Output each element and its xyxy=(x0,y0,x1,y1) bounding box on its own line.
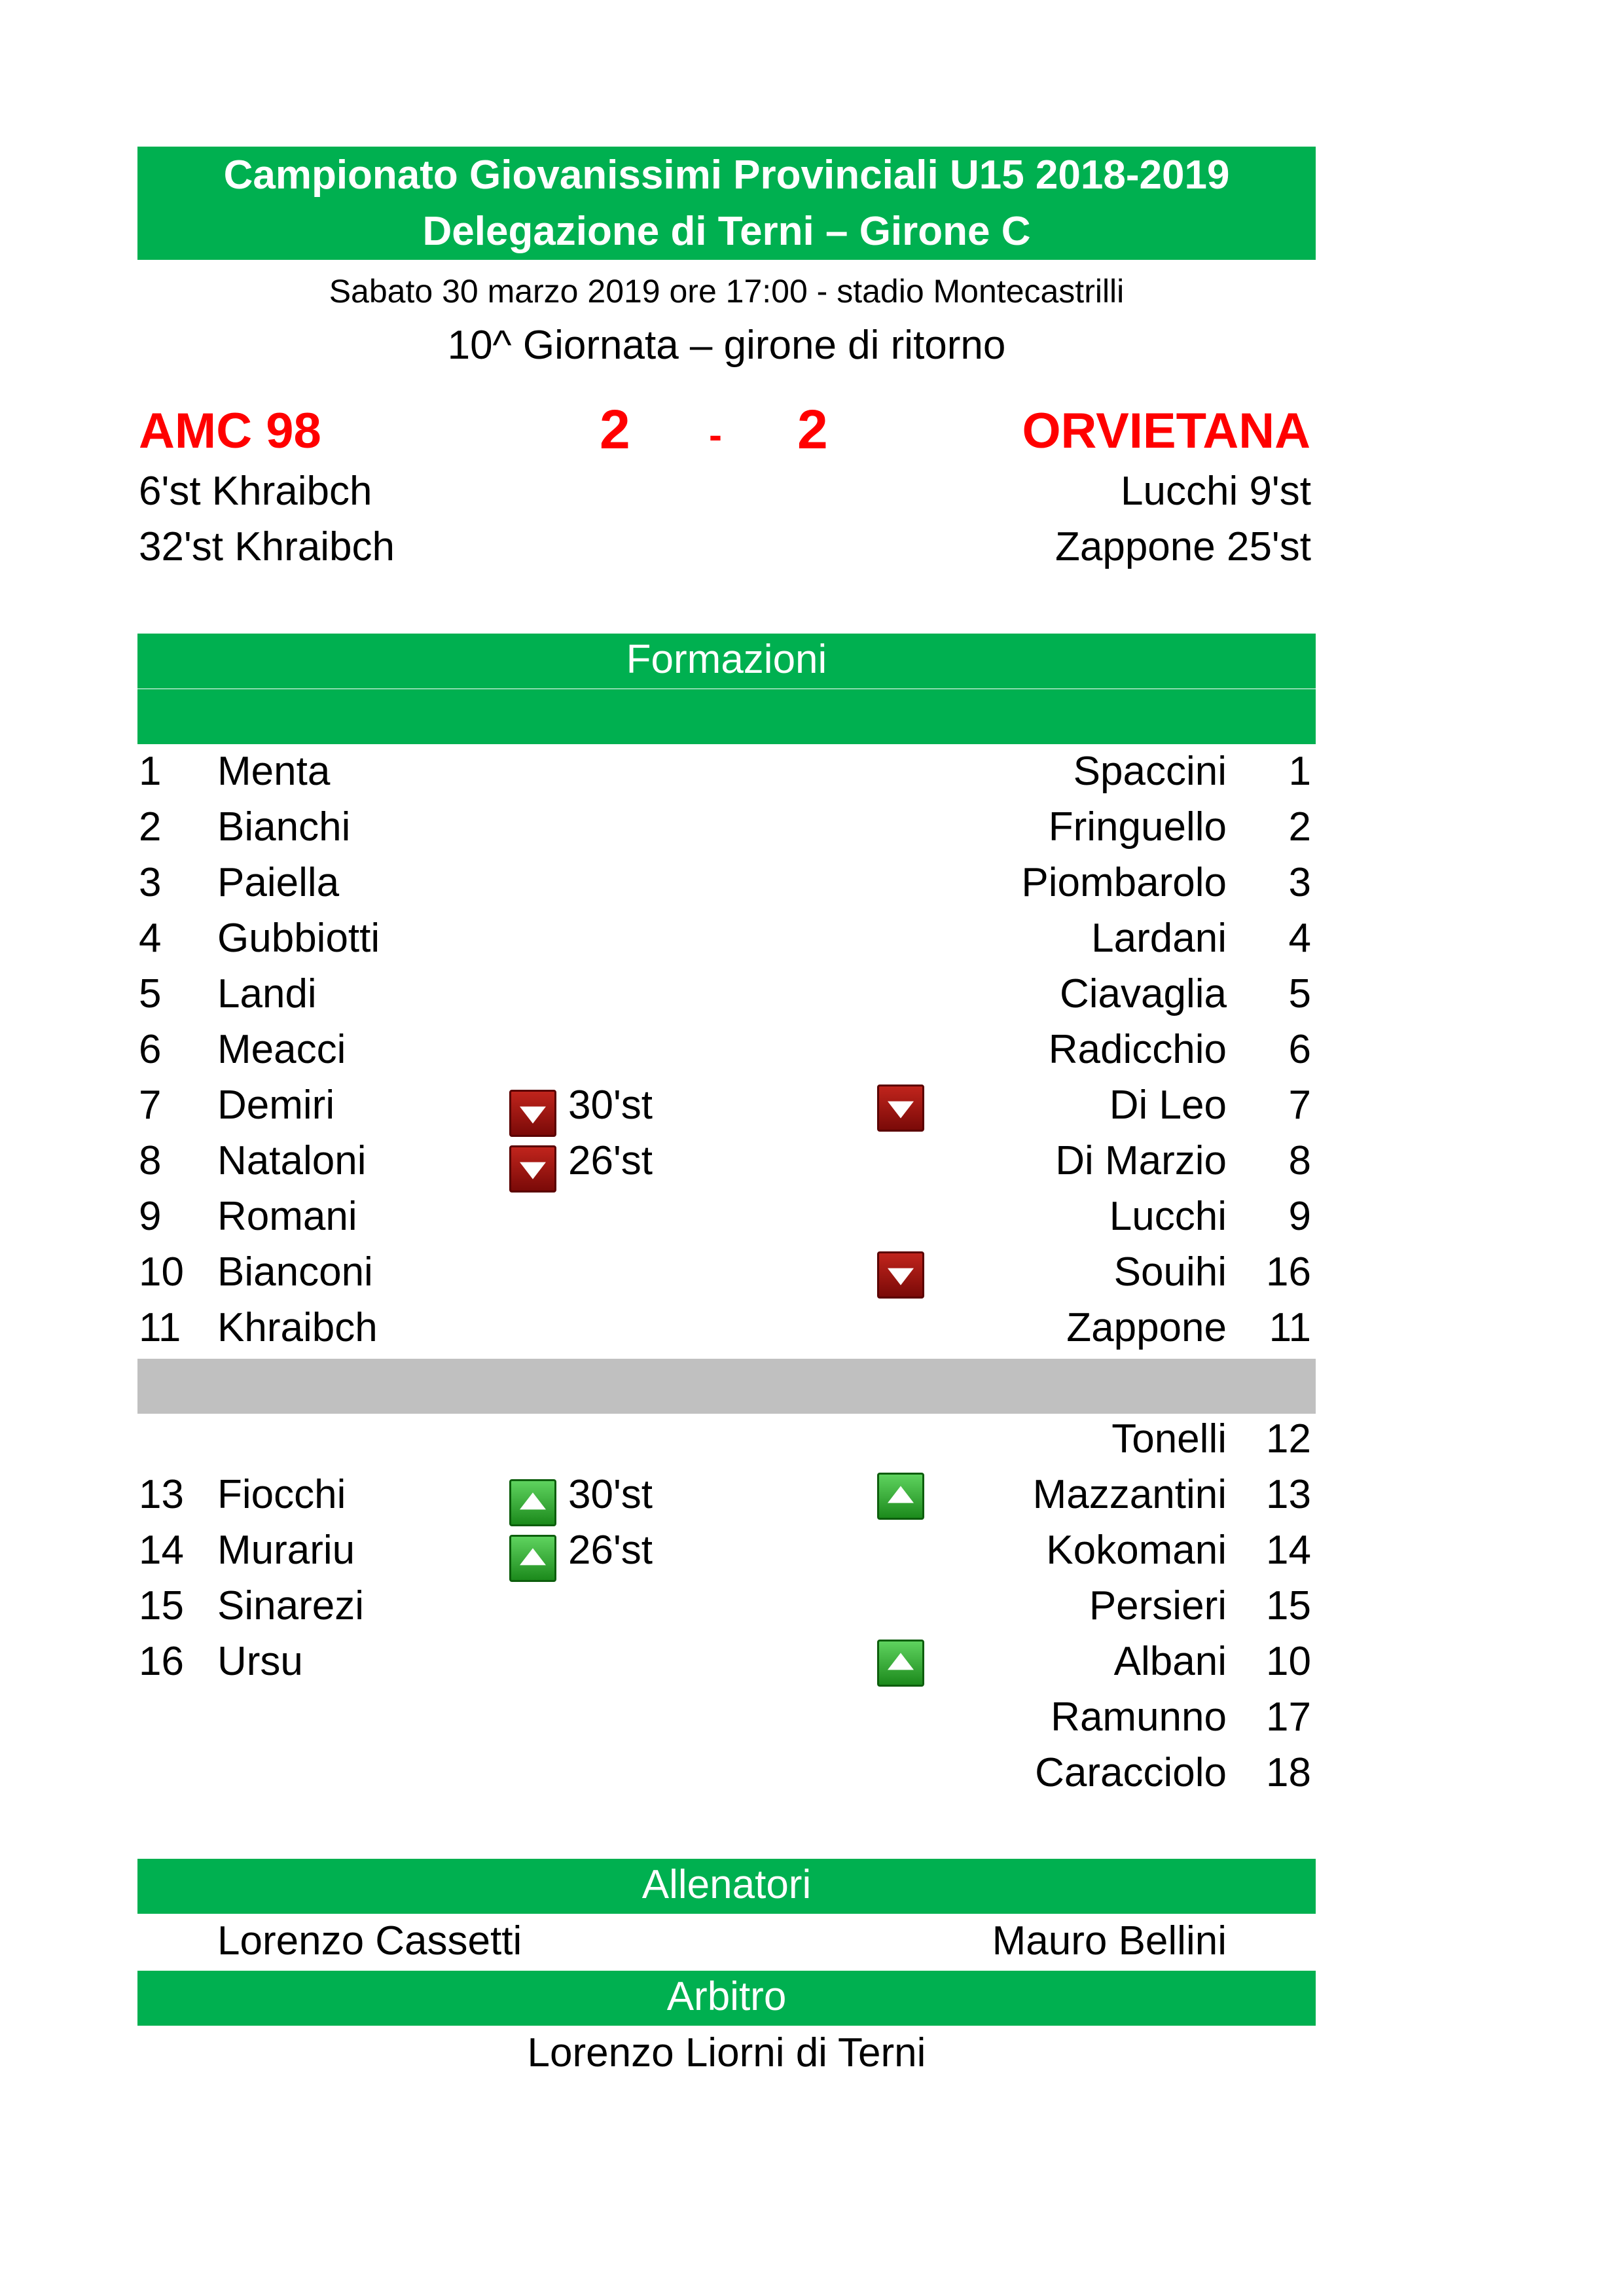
away-bench-name: Kokomani xyxy=(1046,1528,1227,1573)
green-up-arrow-icon xyxy=(509,1535,556,1582)
red-down-arrow-icon xyxy=(877,1085,924,1132)
away-player-name: Fringuello xyxy=(1048,804,1227,850)
away-player-number: 1 xyxy=(1288,749,1311,794)
home-player-number: 7 xyxy=(139,1083,162,1128)
home-player-number: 10 xyxy=(139,1249,184,1295)
home-bench-number: 16 xyxy=(139,1639,184,1684)
home-bench-name: Ursu xyxy=(217,1639,303,1684)
away-player-name: Di Marzio xyxy=(1055,1138,1227,1183)
away-score: 2 xyxy=(797,399,828,460)
bench-separator xyxy=(137,1359,1316,1414)
away-player-number: 16 xyxy=(1266,1249,1311,1295)
away-bench-number: 15 xyxy=(1266,1583,1311,1628)
away-player-number: 2 xyxy=(1288,804,1311,850)
formazioni-title: Formazioni xyxy=(626,637,827,682)
away-coach: Mauro Bellini xyxy=(992,1918,1227,1964)
home-player-name: Romani xyxy=(217,1194,357,1239)
away-player-number: 3 xyxy=(1288,860,1311,905)
away-player-number: 4 xyxy=(1288,916,1311,961)
home-player-number: 9 xyxy=(139,1194,162,1239)
home-player-number: 5 xyxy=(139,971,162,1016)
away-player-name: Souihi xyxy=(1113,1249,1227,1295)
delegation-title: Delegazione di Terni – Girone C xyxy=(422,209,1031,254)
home-player-number: 1 xyxy=(139,749,162,794)
home-scorer: 32'st Khraibch xyxy=(139,524,395,569)
home-player-name: Landi xyxy=(217,971,317,1016)
away-player-name: Zappone xyxy=(1066,1305,1227,1350)
home-coach: Lorenzo Cassetti xyxy=(217,1918,522,1964)
away-player-name: Spaccini xyxy=(1073,749,1227,794)
round-label: 10^ Giornata – girone di ritorno xyxy=(447,323,1006,368)
away-bench-name: Caracciolo xyxy=(1035,1750,1227,1795)
home-player-number: 6 xyxy=(139,1027,162,1072)
away-player-name: Piombarolo xyxy=(1021,860,1227,905)
score-separator: - xyxy=(709,413,722,457)
away-bench-number: 17 xyxy=(1266,1695,1311,1740)
green-up-arrow-icon xyxy=(877,1640,924,1687)
away-player-number: 11 xyxy=(1269,1305,1311,1350)
home-player-name: Demiri xyxy=(217,1083,335,1128)
away-player-name: Di Leo xyxy=(1109,1083,1227,1128)
home-player-name: Meacci xyxy=(217,1027,346,1072)
green-up-arrow-icon xyxy=(877,1473,924,1520)
red-down-arrow-icon xyxy=(877,1251,924,1299)
away-player-number: 7 xyxy=(1288,1083,1311,1128)
away-player-name: Radicchio xyxy=(1048,1027,1227,1072)
away-bench-number: 18 xyxy=(1266,1750,1311,1795)
away-player-number: 5 xyxy=(1288,971,1311,1016)
home-scorer: 6'st Khraibch xyxy=(139,469,372,514)
home-player-number: 11 xyxy=(139,1305,181,1350)
away-team: ORVIETANA xyxy=(1022,403,1310,459)
home-player-name: Paiella xyxy=(217,860,340,905)
arbitro-title: Arbitro xyxy=(666,1974,787,2019)
away-player-name: Lardani xyxy=(1091,916,1227,961)
championship-title: Campionato Giovanissimi Provinciali U15 2018-2019 xyxy=(223,152,1230,198)
home-player-number: 2 xyxy=(139,804,162,850)
away-bench-number: 10 xyxy=(1266,1639,1311,1684)
home-player-name: Gubbiotti xyxy=(217,916,380,961)
home-bench-name: Sinarezi xyxy=(217,1583,364,1628)
home-player-name: Bianchi xyxy=(217,804,351,850)
home-sub-minute: 26'st xyxy=(568,1138,653,1183)
red-down-arrow-icon xyxy=(509,1145,556,1193)
green-up-arrow-icon xyxy=(509,1479,556,1526)
formazioni-band-empty xyxy=(137,689,1316,744)
away-player-name: Ciavaglia xyxy=(1059,971,1227,1016)
home-player-number: 4 xyxy=(139,916,162,961)
away-bench-name: Ramunno xyxy=(1051,1695,1227,1740)
away-bench-number: 14 xyxy=(1266,1528,1311,1573)
away-bench-name: Albani xyxy=(1113,1639,1227,1684)
home-bench-number: 15 xyxy=(139,1583,184,1628)
away-bench-name: Tonelli xyxy=(1111,1416,1227,1462)
home-bench-name: Fiocchi xyxy=(217,1472,346,1517)
home-sub-minute: 30'st xyxy=(568,1083,653,1128)
home-score: 2 xyxy=(600,399,630,460)
home-bench-name: Murariu xyxy=(217,1528,355,1573)
away-player-number: 9 xyxy=(1288,1194,1311,1239)
home-player-name: Khraibch xyxy=(217,1305,378,1350)
home-bench-number: 13 xyxy=(139,1472,184,1517)
away-player-number: 6 xyxy=(1288,1027,1311,1072)
home-team: AMC 98 xyxy=(139,403,321,459)
referee-name: Lorenzo Liorni di Terni xyxy=(527,2030,926,2075)
away-scorer: Lucchi 9'st xyxy=(1121,469,1311,514)
match-info: Sabato 30 marzo 2019 ore 17:00 - stadio Montecastrilli xyxy=(329,273,1125,310)
away-bench-number: 12 xyxy=(1266,1416,1311,1462)
away-player-number: 8 xyxy=(1288,1138,1311,1183)
away-bench-number: 13 xyxy=(1266,1472,1311,1517)
allenatori-title: Allenatori xyxy=(641,1862,812,1907)
home-player-number: 8 xyxy=(139,1138,162,1183)
red-down-arrow-icon xyxy=(509,1090,556,1137)
home-player-number: 3 xyxy=(139,860,162,905)
away-bench-name: Mazzantini xyxy=(1032,1472,1227,1517)
home-player-name: Nataloni xyxy=(217,1138,367,1183)
home-sub-minute: 30'st xyxy=(568,1472,653,1517)
away-bench-name: Persieri xyxy=(1089,1583,1227,1628)
home-player-name: Menta xyxy=(217,749,331,794)
away-scorer: Zappone 25'st xyxy=(1055,524,1311,569)
home-sub-minute: 26'st xyxy=(568,1528,653,1573)
home-bench-number: 14 xyxy=(139,1528,184,1573)
home-player-name: Bianconi xyxy=(217,1249,373,1295)
away-player-name: Lucchi xyxy=(1109,1194,1227,1239)
